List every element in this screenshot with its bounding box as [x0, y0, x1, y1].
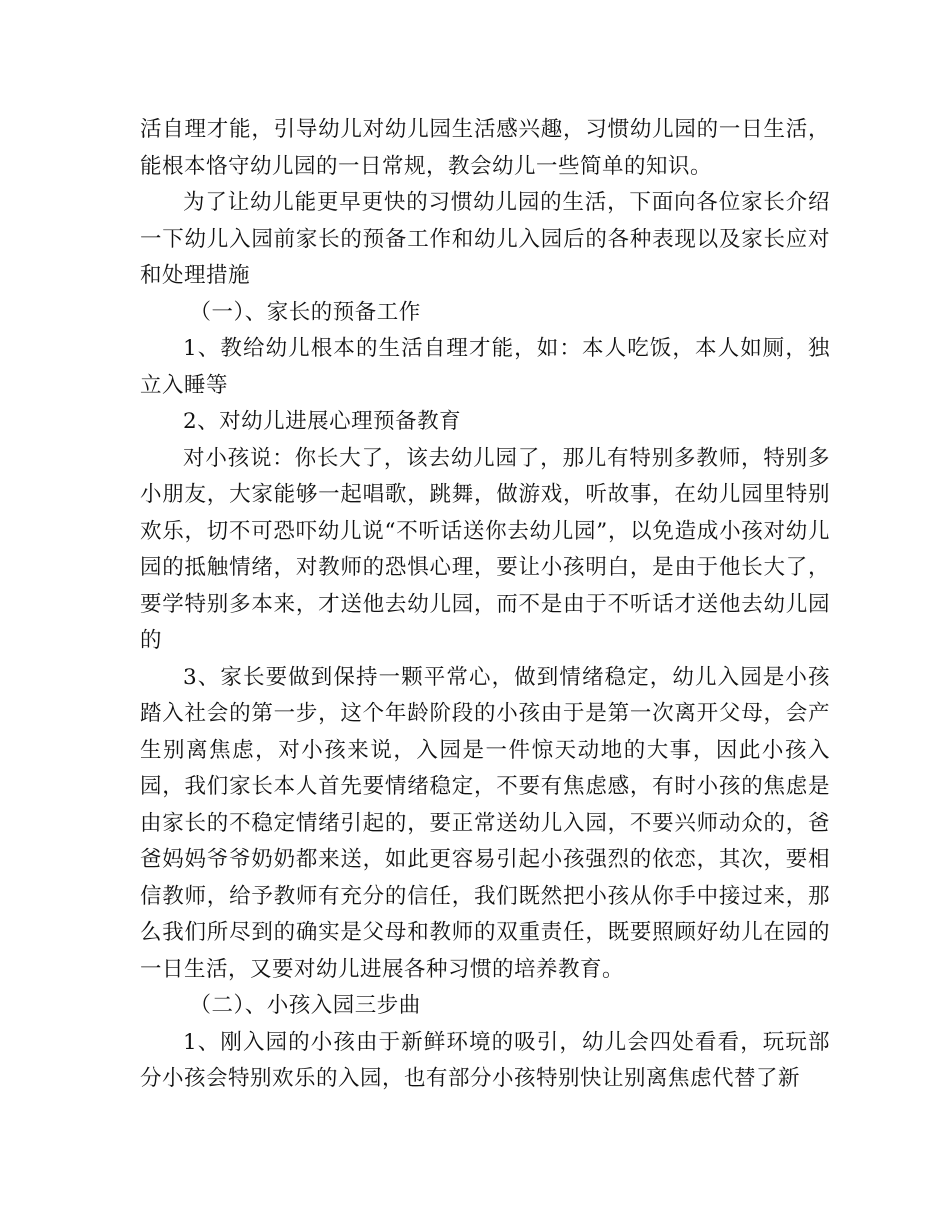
paragraph-5: 对小孩说：你长大了，该去幼儿园了，那儿有特别多教师，特别多小朋友，大家能够一起唱歌，跳舞，做游戏，听故事，在幼儿园里特别欢乐，切不可恐吓幼儿说“不听话送你去幼儿园”，以免造成小孩对幼儿园的抵触情绪，对教师的恐惧心理，要让小孩明白，是由于他长大了，要学特别多本来，才送他去幼儿园，而不是由于不听话才送他去幼儿园的 — [140, 445, 830, 653]
paragraph-4: 2、对幼儿进展心理预备教育 — [183, 409, 462, 434]
document-page — [140, 112, 830, 1098]
paragraph-7: 1、刚入园的小孩由于新鲜环境的吸引，幼儿会四处看看，玩玩部分小孩会特别欢乐的入园，也有部分小孩特别快让别离焦虑代替了新 — [140, 1029, 830, 1091]
paragraph-3: 1、教给幼儿根本的生活自理才能，如：本人吃饭，本人如厕，独立入睡等 — [140, 336, 830, 398]
paragraph-1: 活自理才能，引导幼儿对幼儿园生活感兴趣，习惯幼儿园的一日生活，能根本恪守幼儿园的一日常规，教会幼儿一些简单的知识。 — [140, 117, 830, 179]
section-heading-1: （一）、家长的预备工作 — [189, 299, 421, 325]
paragraph-2: 为了让幼儿能更早更快的习惯幼儿园的生活，下面向各位家长介绍一下幼儿入园前家长的预备工作和幼儿入园后的各种表现以及家长应对和处理措施 — [140, 190, 830, 288]
paragraph-6: 3、家长要做到保持一颗平常心，做到情绪稳定，幼儿入园是小孩踏入社会的第一步，这个年龄阶段的小孩由于是第一次离开父母，会产生别离焦虑，对小孩来说，入园是一件惊天动地的大事，因此小孩入园，我们家长本人首先要情绪稳定，不要有焦虑感，有时小孩的焦虑是由家长的不稳定情绪引起的，要正常送幼儿入园，不要兴师动众的，爸爸妈妈爷爷奶奶都来送，如此更容易引起小孩强烈的依恋，其次，要相信教师，给予教师有充分的信任，我们既然把小孩从你手中接过来，那么我们所尽到的确实是父母和教师的双重责任，既要照顾好幼儿在园的一日生活，又要对幼儿进展各种习惯的培养教育。 — [140, 664, 830, 982]
section-heading-2: （二）、小孩入园三步曲 — [189, 993, 421, 1018]
